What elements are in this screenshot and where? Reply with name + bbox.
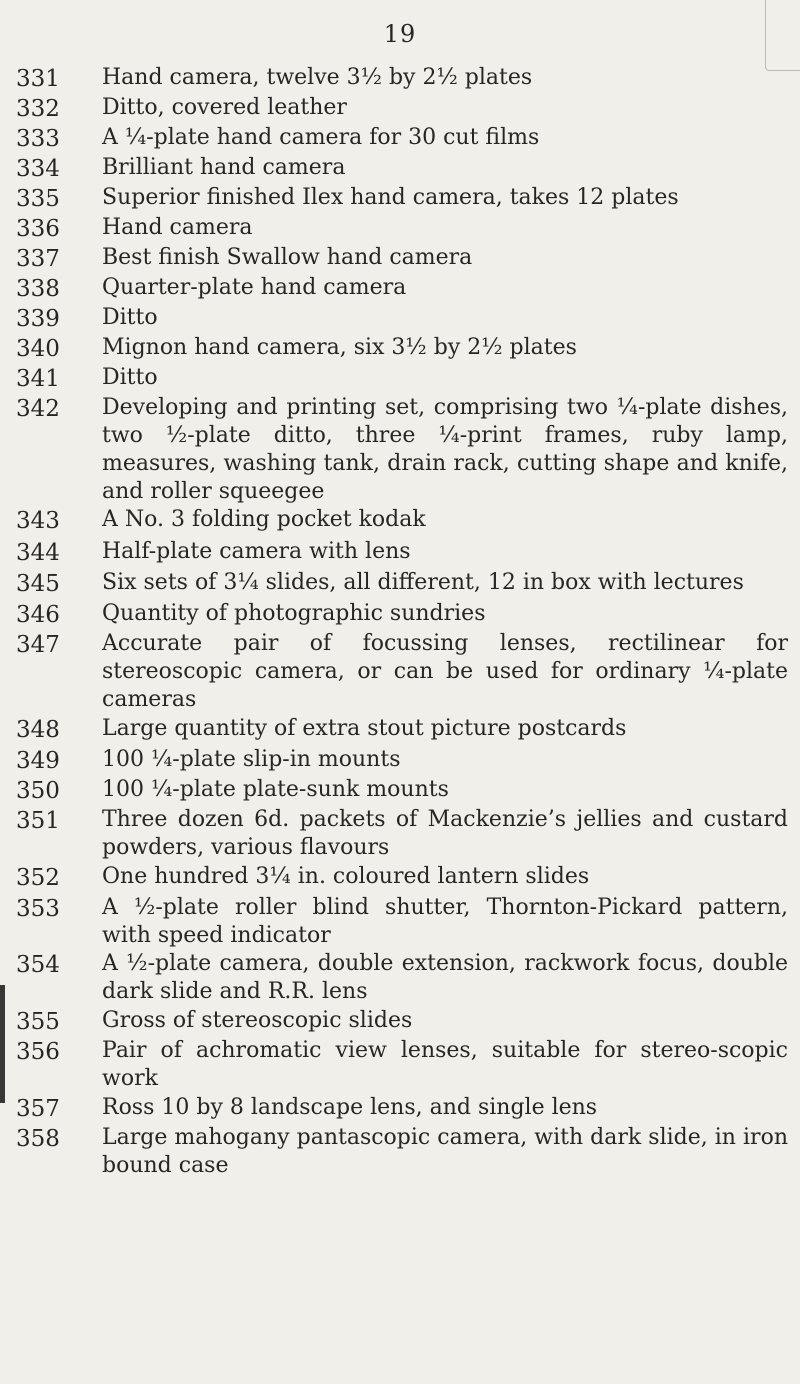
lot-entry bbox=[16, 1037, 796, 1093]
lot-description: Developing and printing set, comprising two ¼-plate dishes, two ½-plate ditto, three ¼-print frames, ruby lamp, measures, washing tank, drain rack, cutting shape and knife, and roller squeegee bbox=[102, 395, 788, 504]
lot-number: 350 bbox=[16, 778, 60, 804]
lot-entry bbox=[16, 244, 796, 274]
lot-number: 351 bbox=[16, 808, 60, 834]
lot-entry bbox=[16, 1007, 796, 1037]
lot-entry bbox=[16, 950, 796, 1006]
lot-description: Large quantity of extra stout picture postcards bbox=[102, 716, 627, 741]
lot-description: 100 ¼-plate plate-sunk mounts bbox=[102, 777, 449, 802]
lot-entry bbox=[16, 863, 796, 893]
lot-entry bbox=[16, 746, 796, 776]
lot-description: Half-plate camera with lens bbox=[102, 539, 411, 564]
lot-number: 331 bbox=[16, 66, 60, 92]
lot-entry bbox=[16, 569, 796, 599]
binding-edge-mark bbox=[0, 985, 5, 1103]
page-number: 19 bbox=[383, 20, 417, 48]
lot-entry bbox=[16, 715, 796, 745]
lot-entry bbox=[16, 600, 796, 630]
lot-number: 354 bbox=[16, 952, 60, 978]
lot-number: 358 bbox=[16, 1126, 60, 1152]
lot-description: Gross of stereoscopic slides bbox=[102, 1008, 413, 1033]
lot-number: 344 bbox=[16, 540, 60, 566]
lot-number: 349 bbox=[16, 748, 60, 774]
lot-number: 333 bbox=[16, 126, 60, 152]
lot-description: Brilliant hand camera bbox=[102, 155, 346, 180]
lot-description: Best finish Swallow hand camera bbox=[102, 245, 473, 270]
lot-entry bbox=[16, 214, 796, 244]
lot-description: One hundred 3¼ in. coloured lantern slides bbox=[102, 864, 590, 889]
lot-entry bbox=[16, 154, 796, 184]
lot-entry bbox=[16, 124, 796, 154]
lot-entry bbox=[16, 894, 796, 950]
lot-description: Six sets of 3¼ slides, all different, 12 in box with lectures bbox=[102, 570, 744, 595]
lot-number: 352 bbox=[16, 865, 60, 891]
lot-description: Ditto bbox=[102, 365, 158, 390]
lot-entry bbox=[16, 506, 796, 536]
lot-number: 337 bbox=[16, 246, 60, 272]
lot-number: 345 bbox=[16, 571, 60, 597]
lot-number: 346 bbox=[16, 602, 60, 628]
lot-entry bbox=[16, 630, 796, 714]
lot-number: 343 bbox=[16, 508, 60, 534]
lot-number: 348 bbox=[16, 717, 60, 743]
lot-list bbox=[16, 64, 796, 1180]
lot-description: A No. 3 folding pocket kodak bbox=[102, 507, 426, 532]
lot-number: 334 bbox=[16, 156, 60, 182]
lot-description: Pair of achromatic view lenses, suitable for stereo-scopic work bbox=[102, 1038, 788, 1091]
lot-description: Quantity of photographic sundries bbox=[102, 601, 486, 626]
lot-number: 342 bbox=[16, 396, 60, 422]
lot-number: 339 bbox=[16, 306, 60, 332]
lot-entry bbox=[16, 304, 796, 334]
lot-description: Ross 10 by 8 landscape lens, and single lens bbox=[102, 1095, 598, 1120]
lot-entry bbox=[16, 334, 796, 364]
lot-description: Hand camera bbox=[102, 215, 253, 240]
lot-entry bbox=[16, 184, 796, 214]
lot-description: Ditto bbox=[102, 305, 158, 330]
lot-description: Accurate pair of focussing lenses, rectilinear for stereoscopic camera, or can be used for ordinary ¼-plate cameras bbox=[102, 631, 788, 712]
lot-entry bbox=[16, 94, 796, 124]
lot-description: 100 ¼-plate slip-in mounts bbox=[102, 747, 401, 772]
lot-entry bbox=[16, 1094, 796, 1124]
lot-entry bbox=[16, 776, 796, 806]
lot-description: Hand camera, twelve 3½ by 2½ plates bbox=[102, 65, 533, 90]
lot-number: 341 bbox=[16, 366, 60, 392]
lot-entry bbox=[16, 806, 796, 862]
lot-description: Superior finished Ilex hand camera, takes 12 plates bbox=[102, 185, 679, 210]
lot-description: A ½-plate camera, double extension, rackwork focus, double dark slide and R.R. lens bbox=[102, 951, 788, 1004]
lot-entry bbox=[16, 538, 796, 568]
lot-entry bbox=[16, 364, 796, 394]
lot-description: Ditto, covered leather bbox=[102, 95, 347, 120]
lot-entry bbox=[16, 64, 796, 94]
lot-number: 335 bbox=[16, 186, 60, 212]
lot-description: Quarter-plate hand camera bbox=[102, 275, 407, 300]
lot-number: 355 bbox=[16, 1009, 60, 1035]
lot-number: 356 bbox=[16, 1039, 60, 1065]
lot-number: 332 bbox=[16, 96, 60, 122]
lot-number: 347 bbox=[16, 632, 60, 658]
lot-entry bbox=[16, 1124, 796, 1180]
lot-description: Large mahogany pantascopic camera, with dark slide, in iron bound case bbox=[102, 1125, 788, 1178]
lot-number: 353 bbox=[16, 896, 60, 922]
lot-description: Mignon hand camera, six 3½ by 2½ plates bbox=[102, 335, 577, 360]
lot-number: 336 bbox=[16, 216, 60, 242]
lot-number: 357 bbox=[16, 1096, 60, 1122]
lot-description: A ¼-plate hand camera for 30 cut films bbox=[102, 125, 540, 150]
lot-description: A ½-plate roller blind shutter, Thornton-Pickard pattern, with speed indicator bbox=[102, 895, 788, 948]
lot-number: 338 bbox=[16, 276, 60, 302]
lot-description: Three dozen 6d. packets of Mackenzie’s jellies and custard powders, various flavours bbox=[102, 807, 788, 860]
lot-number: 340 bbox=[16, 336, 60, 362]
lot-entry bbox=[16, 274, 796, 304]
lot-entry bbox=[16, 394, 796, 506]
